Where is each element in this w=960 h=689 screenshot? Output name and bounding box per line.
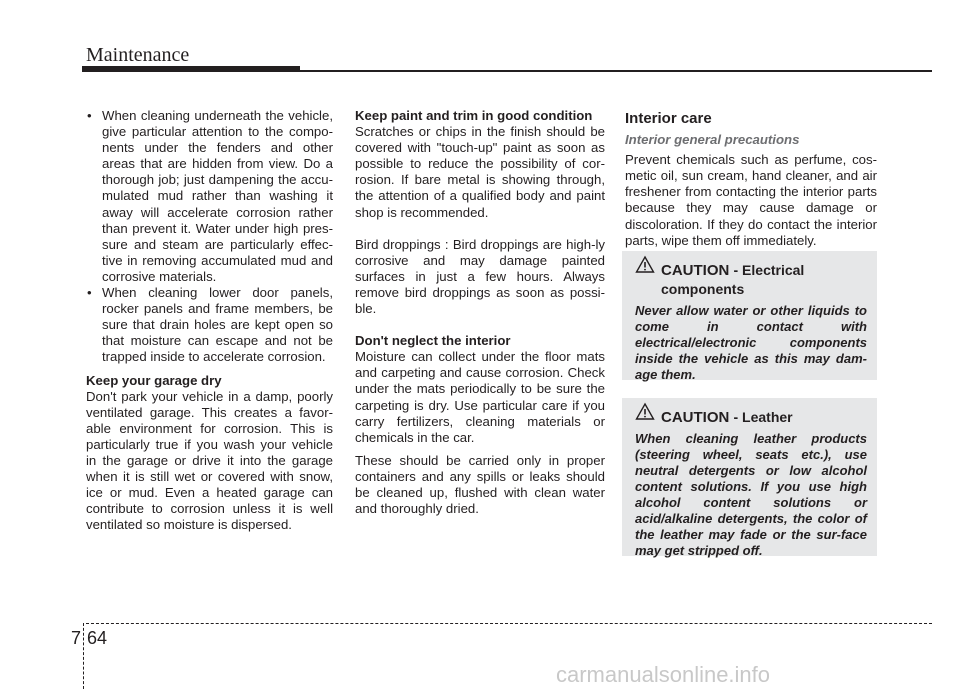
column-3 [625,108,877,249]
sub-title-precautions: Interior general precautions [625,132,800,148]
warning-triangle-icon [635,255,655,280]
paragraph-bird-droppings: Bird droppings : Bird droppings are high-ly corrosive and may damage painted surfaces in just a few hours. Always remove bird droppings as soon as possi-ble. [355,236,605,317]
warning-triangle-icon [635,402,655,427]
column-2 [355,108,605,517]
paragraph-chemicals: Prevent chemicals such as perfume, cos-metic oil, sun cream, hand cleaner, and air freshener from contacting the interior parts because they may cause damage or discoloration. If they do contact the interior parts, wipe them off immediately. [625,152,877,248]
header-bar [82,66,300,72]
heading-interior: Don't neglect the interior [355,333,511,349]
caution-label: CAUTION [661,262,730,279]
chapter-number: 7 [71,628,82,648]
caution-subject: - Electrical components [661,262,805,297]
paragraph-paint: Scratches or chips in the finish should be covered with "touch-up" paint as soon as possible to reduce the possibility of cor-rosion. If bare metal is showing through, the attention of a qualified body and paint shop is recommended. [355,124,605,220]
bullet-item [86,108,333,285]
bullet-dot-icon: • [87,285,92,301]
section-title-interior-care: Interior care [625,110,712,127]
watermark: carmanualsonline.info [556,662,771,687]
bullet-item [86,285,333,365]
caution-text: Never allow water or other liquids to come in contact with electrical/electronic components inside the vehicle as this may dam-age them. [635,303,867,382]
caution-label: CAUTION [661,409,730,426]
bullet-text: When cleaning underneath the vehicle, give particular attention to the compo-nents under the fenders and other areas that are hidden from view. Do a thorough job; just dampening the accu-mulated mud rather than washing it away will accelerate corrosion rather than prevent it. Water under high pres-sure and steam are particularly effec-tive in removing accumulated mud and corrosive materials. [102,108,333,284]
paragraph-moisture: Moisture can collect under the floor mats and carpeting and cause corrosion. Check under the mats periodically to be sure the carpeting is dry. Use particular care if you carry fertilizers, cleaning materials or chemicals in the car. [355,349,605,445]
heading-paint: Keep paint and trim in good condition [355,108,593,123]
bullet-dot-icon: • [87,108,92,123]
caution-subject: - Leather [733,409,793,425]
footer-rule [86,623,932,624]
caution-heading [635,261,867,299]
caution-heading [635,408,867,427]
paragraph-containers: These should be carried only in proper containers and any spills or leaks should be cleaned up, flushed with clean water and thoroughly dried. [355,452,605,517]
column-1 [86,108,333,533]
caution-box-leather [622,398,877,556]
paragraph-garage: Don't park your vehicle in a damp, poorly ventilated garage. This creates a favor-able environment for corrosion. This is particularly true if you wash your vehicle in the garage or drive it into the garage when it is still wet or covered with snow, ice or mud. Even a heated garage can contribute to corrosion unless it is well ventilated so moisture is dispersed. [86,388,333,533]
heading-garage: Keep your garage dry [86,372,222,388]
page-number: 64 [87,628,108,648]
bullet-text: When cleaning lower door panels, rocker panels and frame members, be sure that drain holes are kept open so that moisture can escape and not be trapped inside to accelerate corrosion. [102,285,333,365]
caution-box-electrical [622,251,877,380]
caution-text: When cleaning leather products (steering wheel, seats etc.), use neutral detergents or low alcohol content solutions. If you use high alcohol content solutions or acid/alkaline detergents, the color of the leather may fade or the sur-face may get stripped off. [635,431,867,558]
footer-divider [83,623,84,689]
header-rule [300,70,932,72]
page-header-title: Maintenance [86,44,190,66]
